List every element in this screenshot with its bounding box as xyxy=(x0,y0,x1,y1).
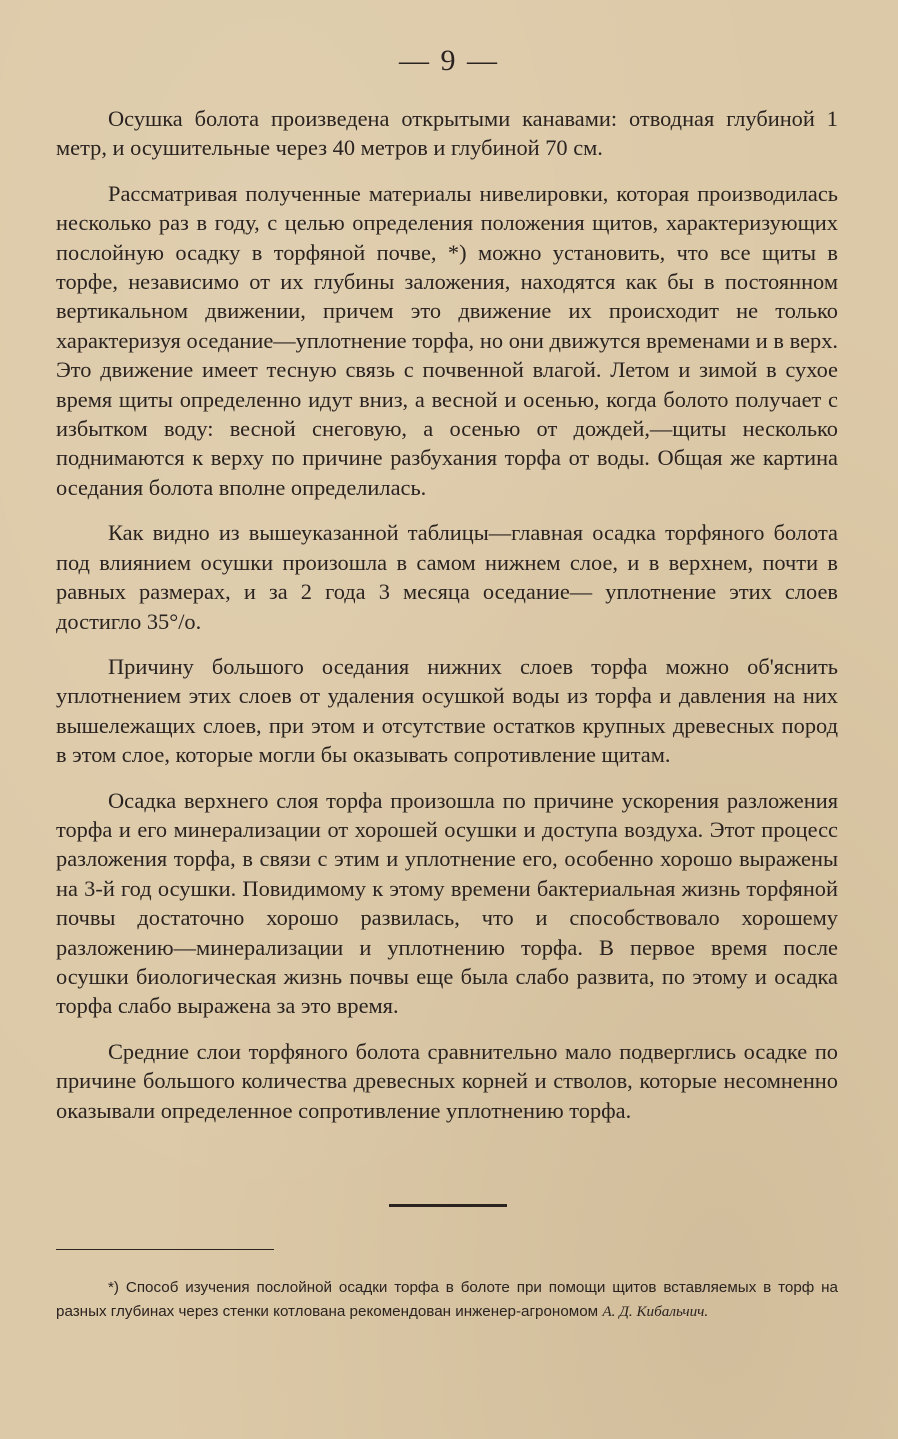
paragraph: Осадка верхнего слоя торфа произошла по причине ускорения разложения торфа и его минерализации от хорошей осушки и доступа воздуха. Этот процесс разложения торфа, в связи с этим и уплотнение его, особенно хорошо выражены на 3-й год осушки. Повидимому к этому времени бактериальная жизнь торфяной почвы достаточно хорошо развилась, что и способствовало хорошему разложению—минерализации и уплотнению торфа. В первое время после осушки биологическая жизнь почвы еще была слабо развита, по этому и осадка торфа слабо выражена за это время. xyxy=(56,787,838,1019)
paragraph: Причину большого оседания нижних слоев торфа можно об'яснить уплотнением этих слоев от удаления осушкой воды из торфа и давления на них вышележащих слоев, при этом и отсутствие остатков крупных древесных пород в этом слое, которые могли бы оказывать сопротивление щитам. xyxy=(56,653,838,768)
section-separator xyxy=(389,1204,507,1207)
footnote xyxy=(56,1276,838,1324)
footnote-text: *) Способ изучения послойной осадки торфа в болоте при помощи щитов вставляемых в торф на разных глубинах через стенки котлована рекомендован инженер-агрономом xyxy=(56,1279,838,1320)
paragraph: Осушка болота произведена открытыми канавами: отводная глубиной 1 метр, и осушительные через 40 метров и глубиной 70 см. xyxy=(56,106,838,161)
paragraph: Средние слои торфяного болота сравнительно мало подверглись осадке по причине большого количества древесных корней и стволов, которые несомненно оказывали определенное сопротивление уплотнению торфа. xyxy=(56,1038,838,1123)
body-text xyxy=(56,104,838,1141)
paragraph: Рассматривая полученные материалы нивелировки, которая производилась несколько раз в году, с целью определения положения щитов, характеризующих послойную осадку в торфяной почве, *) можно установить, что все щиты в торфе, независимо от их глубины заложения, находятся как бы в постоянном вертикальном движении, причем это движение их происходит не только характеризуя оседание—уплотнение торфа, но они движутся временами и в верх. Это движение имеет тесную связь с почвенной влагой. Летом и зимой в сухое время щиты определенно идут вниз, а весной и осенью, когда болото получает с избытком воду: весной снеговую, а осенью от дождей,—щиты несколько поднимаются к верху по причине разбухания торфа от воды. Общая же картина оседания болота вполне определилась. xyxy=(56,180,838,500)
footnote-author: А. Д. Кибальчич. xyxy=(602,1303,709,1320)
paragraph: Как видно из вышеуказанной таблицы—главная осадка торфяного болота под влиянием осушки произошла в самом нижнем слое, и в верхнем, почти в равных размерах, и за 2 года 3 месяца оседание— уплотнение этих слоев достигло 35°/о. xyxy=(56,520,838,634)
footnote-rule xyxy=(56,1249,274,1250)
page-number: — 9 — xyxy=(399,44,499,77)
